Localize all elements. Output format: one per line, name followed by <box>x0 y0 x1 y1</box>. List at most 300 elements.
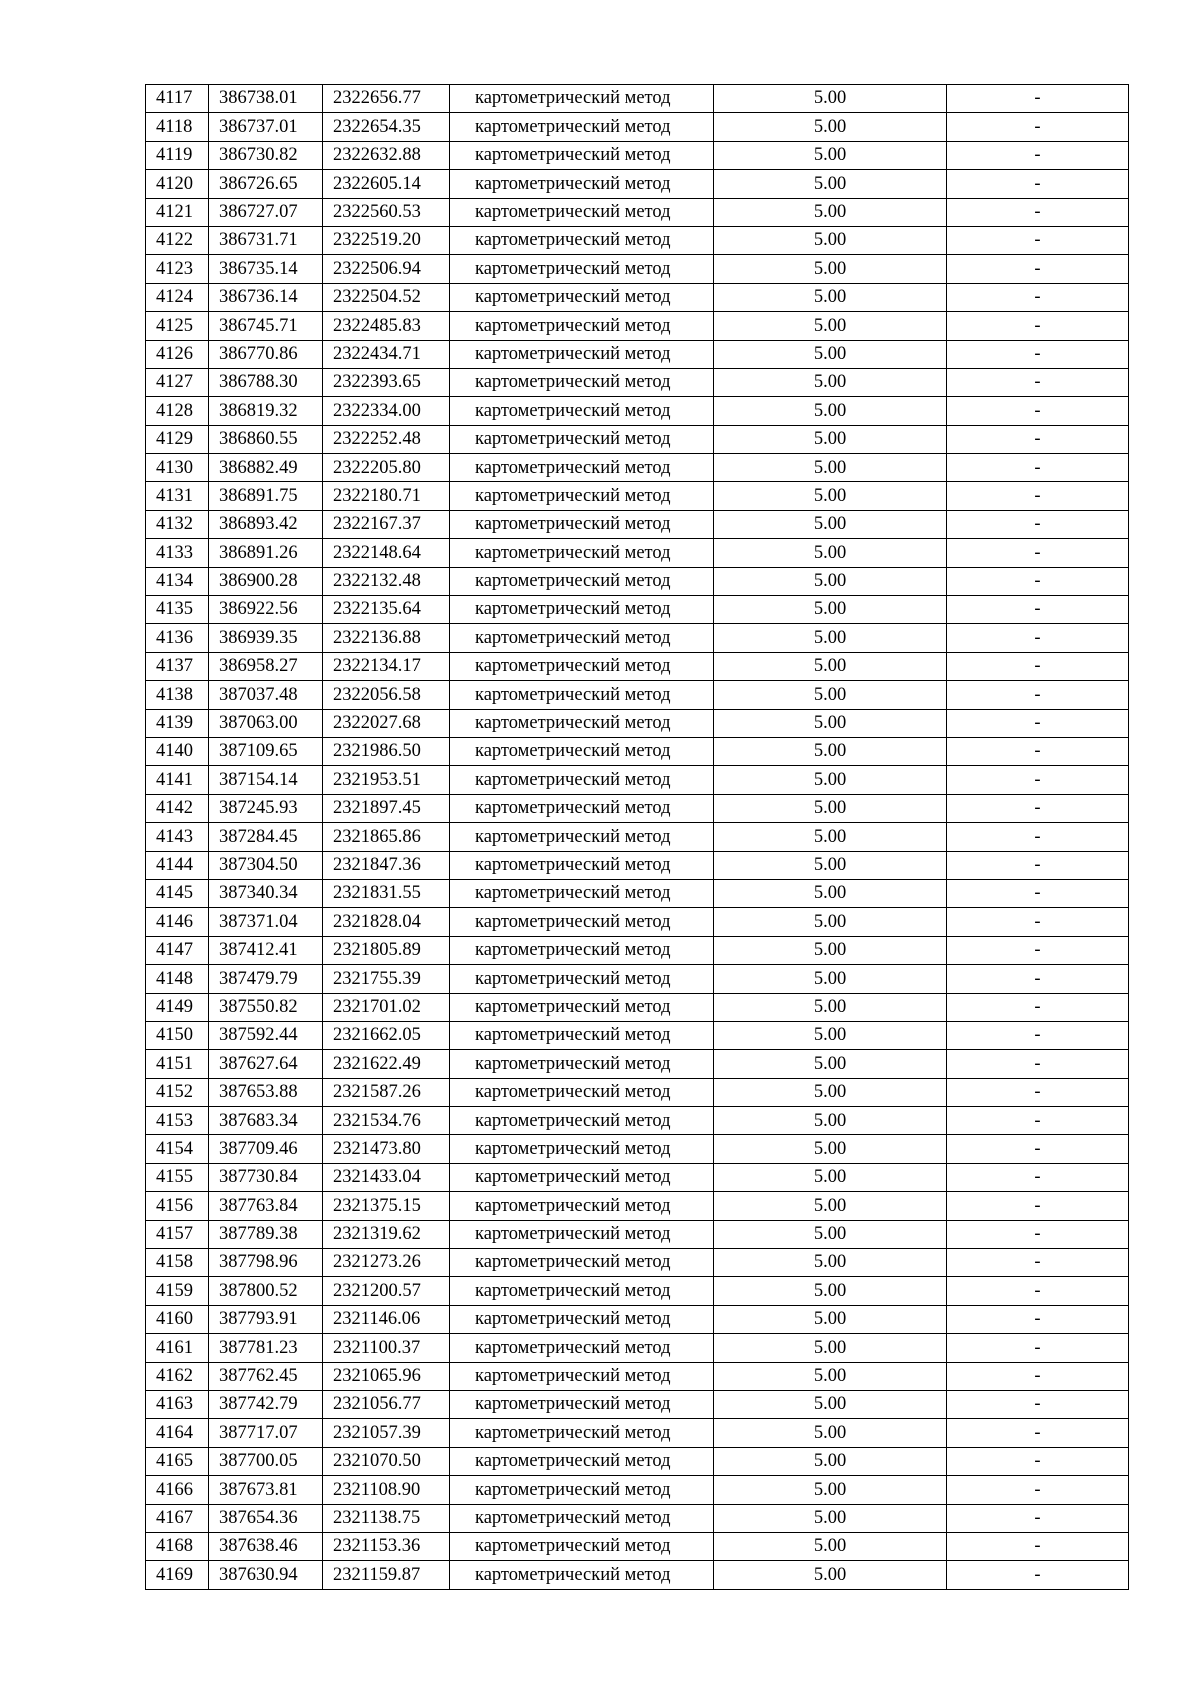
accuracy-cell: 5.00 <box>714 681 947 709</box>
table-row <box>146 1504 1129 1532</box>
y-coordinate-cell: 2321755.39 <box>323 965 450 993</box>
method-cell: картометрический метод <box>450 681 714 709</box>
x-coordinate-cell: 386730.82 <box>209 141 323 169</box>
y-coordinate-cell: 2321662.05 <box>323 1021 450 1049</box>
x-coordinate-cell: 386882.49 <box>209 454 323 482</box>
description-cell: - <box>947 397 1129 425</box>
table-row <box>146 652 1129 680</box>
table-row <box>146 510 1129 538</box>
point-number-cell: 4141 <box>146 766 209 794</box>
y-coordinate-cell: 2321056.77 <box>323 1390 450 1418</box>
method-cell: картометрический метод <box>450 141 714 169</box>
method-cell: картометрический метод <box>450 737 714 765</box>
y-coordinate-cell: 2322135.64 <box>323 596 450 624</box>
method-cell: картометрический метод <box>450 510 714 538</box>
table-row <box>146 936 1129 964</box>
table-row <box>146 1220 1129 1248</box>
point-number-cell: 4154 <box>146 1135 209 1163</box>
method-cell: картометрический метод <box>450 226 714 254</box>
point-number-cell: 4149 <box>146 993 209 1021</box>
table-row <box>146 993 1129 1021</box>
point-number-cell: 4159 <box>146 1277 209 1305</box>
x-coordinate-cell: 386891.75 <box>209 482 323 510</box>
method-cell: картометрический метод <box>450 113 714 141</box>
table-row <box>146 340 1129 368</box>
accuracy-cell: 5.00 <box>714 255 947 283</box>
accuracy-cell: 5.00 <box>714 1390 947 1418</box>
y-coordinate-cell: 2321622.49 <box>323 1050 450 1078</box>
x-coordinate-cell: 387654.36 <box>209 1504 323 1532</box>
y-coordinate-cell: 2322519.20 <box>323 226 450 254</box>
x-coordinate-cell: 387550.82 <box>209 993 323 1021</box>
accuracy-cell: 5.00 <box>714 1305 947 1333</box>
description-cell: - <box>947 1220 1129 1248</box>
x-coordinate-cell: 387412.41 <box>209 936 323 964</box>
description-cell: - <box>947 936 1129 964</box>
accuracy-cell: 5.00 <box>714 737 947 765</box>
accuracy-cell: 5.00 <box>714 1334 947 1362</box>
y-coordinate-cell: 2322485.83 <box>323 312 450 340</box>
point-number-cell: 4121 <box>146 198 209 226</box>
point-number-cell: 4132 <box>146 510 209 538</box>
description-cell: - <box>947 85 1129 113</box>
accuracy-cell: 5.00 <box>714 993 947 1021</box>
table-row <box>146 113 1129 141</box>
description-cell: - <box>947 510 1129 538</box>
description-cell: - <box>947 1476 1129 1504</box>
x-coordinate-cell: 386900.28 <box>209 567 323 595</box>
accuracy-cell: 5.00 <box>714 226 947 254</box>
table-row <box>146 1021 1129 1049</box>
accuracy-cell: 5.00 <box>714 1419 947 1447</box>
table-row <box>146 851 1129 879</box>
x-coordinate-cell: 386860.55 <box>209 425 323 453</box>
point-number-cell: 4168 <box>146 1532 209 1560</box>
y-coordinate-cell: 2321065.96 <box>323 1362 450 1390</box>
coordinates-table <box>145 84 1129 1590</box>
method-cell: картометрический метод <box>450 1220 714 1248</box>
method-cell: картометрический метод <box>450 965 714 993</box>
point-number-cell: 4160 <box>146 1305 209 1333</box>
point-number-cell: 4147 <box>146 936 209 964</box>
x-coordinate-cell: 386731.71 <box>209 226 323 254</box>
y-coordinate-cell: 2321828.04 <box>323 908 450 936</box>
method-cell: картометрический метод <box>450 1476 714 1504</box>
description-cell: - <box>947 1362 1129 1390</box>
y-coordinate-cell: 2322434.71 <box>323 340 450 368</box>
point-number-cell: 4162 <box>146 1362 209 1390</box>
y-coordinate-cell: 2321986.50 <box>323 737 450 765</box>
x-coordinate-cell: 387284.45 <box>209 823 323 851</box>
description-cell: - <box>947 141 1129 169</box>
description-cell: - <box>947 652 1129 680</box>
method-cell: картометрический метод <box>450 1021 714 1049</box>
method-cell: картометрический метод <box>450 1277 714 1305</box>
table-row <box>146 454 1129 482</box>
table-row <box>146 539 1129 567</box>
table-row <box>146 794 1129 822</box>
y-coordinate-cell: 2322205.80 <box>323 454 450 482</box>
accuracy-cell: 5.00 <box>714 709 947 737</box>
accuracy-cell: 5.00 <box>714 170 947 198</box>
accuracy-cell: 5.00 <box>714 340 947 368</box>
description-cell: - <box>947 1192 1129 1220</box>
description-cell: - <box>947 1305 1129 1333</box>
table-row <box>146 1078 1129 1106</box>
table-body <box>146 85 1129 1590</box>
x-coordinate-cell: 387304.50 <box>209 851 323 879</box>
method-cell: картометрический метод <box>450 567 714 595</box>
accuracy-cell: 5.00 <box>714 652 947 680</box>
table-row <box>146 1476 1129 1504</box>
method-cell: картометрический метод <box>450 198 714 226</box>
point-number-cell: 4122 <box>146 226 209 254</box>
method-cell: картометрический метод <box>450 879 714 907</box>
method-cell: картометрический метод <box>450 908 714 936</box>
accuracy-cell: 5.00 <box>714 624 947 652</box>
x-coordinate-cell: 386770.86 <box>209 340 323 368</box>
point-number-cell: 4128 <box>146 397 209 425</box>
accuracy-cell: 5.00 <box>714 1447 947 1475</box>
description-cell: - <box>947 596 1129 624</box>
y-coordinate-cell: 2321146.06 <box>323 1305 450 1333</box>
y-coordinate-cell: 2322393.65 <box>323 368 450 396</box>
accuracy-cell: 5.00 <box>714 1078 947 1106</box>
y-coordinate-cell: 2322252.48 <box>323 425 450 453</box>
table-row <box>146 226 1129 254</box>
x-coordinate-cell: 387479.79 <box>209 965 323 993</box>
x-coordinate-cell: 387781.23 <box>209 1334 323 1362</box>
method-cell: картометрический метод <box>450 1362 714 1390</box>
description-cell: - <box>947 1504 1129 1532</box>
accuracy-cell: 5.00 <box>714 113 947 141</box>
accuracy-cell: 5.00 <box>714 1362 947 1390</box>
table-row <box>146 1390 1129 1418</box>
point-number-cell: 4137 <box>146 652 209 680</box>
table-row <box>146 482 1129 510</box>
description-cell: - <box>947 226 1129 254</box>
point-number-cell: 4124 <box>146 283 209 311</box>
description-cell: - <box>947 1447 1129 1475</box>
accuracy-cell: 5.00 <box>714 85 947 113</box>
method-cell: картометрический метод <box>450 454 714 482</box>
point-number-cell: 4130 <box>146 454 209 482</box>
y-coordinate-cell: 2321153.36 <box>323 1532 450 1560</box>
y-coordinate-cell: 2321057.39 <box>323 1419 450 1447</box>
y-coordinate-cell: 2321138.75 <box>323 1504 450 1532</box>
description-cell: - <box>947 851 1129 879</box>
method-cell: картометрический метод <box>450 624 714 652</box>
accuracy-cell: 5.00 <box>714 851 947 879</box>
table-row <box>146 85 1129 113</box>
point-number-cell: 4125 <box>146 312 209 340</box>
x-coordinate-cell: 387340.34 <box>209 879 323 907</box>
accuracy-cell: 5.00 <box>714 794 947 822</box>
method-cell: картометрический метод <box>450 283 714 311</box>
y-coordinate-cell: 2322180.71 <box>323 482 450 510</box>
point-number-cell: 4163 <box>146 1390 209 1418</box>
description-cell: - <box>947 1021 1129 1049</box>
description-cell: - <box>947 1249 1129 1277</box>
description-cell: - <box>947 709 1129 737</box>
y-coordinate-cell: 2321587.26 <box>323 1078 450 1106</box>
description-cell: - <box>947 255 1129 283</box>
table-row <box>146 170 1129 198</box>
x-coordinate-cell: 387717.07 <box>209 1419 323 1447</box>
accuracy-cell: 5.00 <box>714 1532 947 1560</box>
y-coordinate-cell: 2322167.37 <box>323 510 450 538</box>
accuracy-cell: 5.00 <box>714 766 947 794</box>
point-number-cell: 4151 <box>146 1050 209 1078</box>
method-cell: картометрический метод <box>450 1419 714 1447</box>
description-cell: - <box>947 1078 1129 1106</box>
y-coordinate-cell: 2321473.80 <box>323 1135 450 1163</box>
table-row <box>146 965 1129 993</box>
accuracy-cell: 5.00 <box>714 397 947 425</box>
y-coordinate-cell: 2322506.94 <box>323 255 450 283</box>
y-coordinate-cell: 2321701.02 <box>323 993 450 1021</box>
table-row <box>146 397 1129 425</box>
y-coordinate-cell: 2322027.68 <box>323 709 450 737</box>
x-coordinate-cell: 387037.48 <box>209 681 323 709</box>
y-coordinate-cell: 2322134.17 <box>323 652 450 680</box>
method-cell: картометрический метод <box>450 340 714 368</box>
table-row <box>146 1277 1129 1305</box>
y-coordinate-cell: 2321200.57 <box>323 1277 450 1305</box>
x-coordinate-cell: 386736.14 <box>209 283 323 311</box>
accuracy-cell: 5.00 <box>714 1192 947 1220</box>
x-coordinate-cell: 387789.38 <box>209 1220 323 1248</box>
description-cell: - <box>947 1419 1129 1447</box>
accuracy-cell: 5.00 <box>714 567 947 595</box>
accuracy-cell: 5.00 <box>714 1135 947 1163</box>
table-row <box>146 737 1129 765</box>
description-cell: - <box>947 1050 1129 1078</box>
x-coordinate-cell: 386735.14 <box>209 255 323 283</box>
table-row <box>146 1107 1129 1135</box>
method-cell: картометрический метод <box>450 255 714 283</box>
method-cell: картометрический метод <box>450 1334 714 1362</box>
point-number-cell: 4120 <box>146 170 209 198</box>
method-cell: картометрический метод <box>450 1050 714 1078</box>
y-coordinate-cell: 2322136.88 <box>323 624 450 652</box>
method-cell: картометрический метод <box>450 851 714 879</box>
description-cell: - <box>947 340 1129 368</box>
description-cell: - <box>947 198 1129 226</box>
table-row <box>146 879 1129 907</box>
table-row <box>146 1192 1129 1220</box>
accuracy-cell: 5.00 <box>714 1107 947 1135</box>
method-cell: картометрический метод <box>450 709 714 737</box>
table-row <box>146 624 1129 652</box>
y-coordinate-cell: 2322654.35 <box>323 113 450 141</box>
table-row <box>146 823 1129 851</box>
table-row <box>146 766 1129 794</box>
method-cell: картометрический метод <box>450 766 714 794</box>
method-cell: картометрический метод <box>450 1305 714 1333</box>
method-cell: картометрический метод <box>450 1135 714 1163</box>
point-number-cell: 4131 <box>146 482 209 510</box>
method-cell: картометрический метод <box>450 1249 714 1277</box>
y-coordinate-cell: 2321319.62 <box>323 1220 450 1248</box>
point-number-cell: 4138 <box>146 681 209 709</box>
point-number-cell: 4127 <box>146 368 209 396</box>
accuracy-cell: 5.00 <box>714 482 947 510</box>
method-cell: картометрический метод <box>450 936 714 964</box>
description-cell: - <box>947 737 1129 765</box>
description-cell: - <box>947 1135 1129 1163</box>
point-number-cell: 4126 <box>146 340 209 368</box>
description-cell: - <box>947 425 1129 453</box>
table-row <box>146 567 1129 595</box>
table-row <box>146 908 1129 936</box>
x-coordinate-cell: 387763.84 <box>209 1192 323 1220</box>
table-row <box>146 141 1129 169</box>
y-coordinate-cell: 2321433.04 <box>323 1163 450 1191</box>
point-number-cell: 4157 <box>146 1220 209 1248</box>
y-coordinate-cell: 2322148.64 <box>323 539 450 567</box>
x-coordinate-cell: 386745.71 <box>209 312 323 340</box>
accuracy-cell: 5.00 <box>714 1277 947 1305</box>
description-cell: - <box>947 312 1129 340</box>
table-row <box>146 1362 1129 1390</box>
y-coordinate-cell: 2321108.90 <box>323 1476 450 1504</box>
y-coordinate-cell: 2322056.58 <box>323 681 450 709</box>
method-cell: картометрический метод <box>450 425 714 453</box>
x-coordinate-cell: 387245.93 <box>209 794 323 822</box>
y-coordinate-cell: 2321953.51 <box>323 766 450 794</box>
method-cell: картометрический метод <box>450 170 714 198</box>
point-number-cell: 4134 <box>146 567 209 595</box>
y-coordinate-cell: 2321375.15 <box>323 1192 450 1220</box>
y-coordinate-cell: 2321897.45 <box>323 794 450 822</box>
method-cell: картометрический метод <box>450 652 714 680</box>
table-row <box>146 1419 1129 1447</box>
method-cell: картометрический метод <box>450 596 714 624</box>
description-cell: - <box>947 1390 1129 1418</box>
accuracy-cell: 5.00 <box>714 936 947 964</box>
table-row <box>146 312 1129 340</box>
point-number-cell: 4135 <box>146 596 209 624</box>
point-number-cell: 4156 <box>146 1192 209 1220</box>
point-number-cell: 4161 <box>146 1334 209 1362</box>
description-cell: - <box>947 1561 1129 1589</box>
x-coordinate-cell: 386939.35 <box>209 624 323 652</box>
point-number-cell: 4158 <box>146 1249 209 1277</box>
description-cell: - <box>947 624 1129 652</box>
x-coordinate-cell: 386819.32 <box>209 397 323 425</box>
table-row <box>146 709 1129 737</box>
method-cell: картометрический метод <box>450 482 714 510</box>
x-coordinate-cell: 387063.00 <box>209 709 323 737</box>
accuracy-cell: 5.00 <box>714 1249 947 1277</box>
table-row <box>146 1532 1129 1560</box>
method-cell: картометрический метод <box>450 1447 714 1475</box>
description-cell: - <box>947 539 1129 567</box>
description-cell: - <box>947 908 1129 936</box>
description-cell: - <box>947 1163 1129 1191</box>
y-coordinate-cell: 2321865.86 <box>323 823 450 851</box>
description-cell: - <box>947 766 1129 794</box>
point-number-cell: 4139 <box>146 709 209 737</box>
point-number-cell: 4145 <box>146 879 209 907</box>
y-coordinate-cell: 2322132.48 <box>323 567 450 595</box>
description-cell: - <box>947 368 1129 396</box>
accuracy-cell: 5.00 <box>714 141 947 169</box>
accuracy-cell: 5.00 <box>714 1050 947 1078</box>
x-coordinate-cell: 387592.44 <box>209 1021 323 1049</box>
table-row <box>146 368 1129 396</box>
y-coordinate-cell: 2322504.52 <box>323 283 450 311</box>
description-cell: - <box>947 794 1129 822</box>
accuracy-cell: 5.00 <box>714 283 947 311</box>
description-cell: - <box>947 823 1129 851</box>
description-cell: - <box>947 681 1129 709</box>
method-cell: картометрический метод <box>450 823 714 851</box>
y-coordinate-cell: 2321159.87 <box>323 1561 450 1589</box>
table-row <box>146 425 1129 453</box>
method-cell: картометрический метод <box>450 1163 714 1191</box>
table-row <box>146 283 1129 311</box>
description-cell: - <box>947 283 1129 311</box>
description-cell: - <box>947 454 1129 482</box>
method-cell: картометрический метод <box>450 1107 714 1135</box>
x-coordinate-cell: 387730.84 <box>209 1163 323 1191</box>
x-coordinate-cell: 386893.42 <box>209 510 323 538</box>
description-cell: - <box>947 1107 1129 1135</box>
point-number-cell: 4144 <box>146 851 209 879</box>
method-cell: картометрический метод <box>450 1532 714 1560</box>
y-coordinate-cell: 2321100.37 <box>323 1334 450 1362</box>
x-coordinate-cell: 386891.26 <box>209 539 323 567</box>
table-row <box>146 1305 1129 1333</box>
x-coordinate-cell: 387109.65 <box>209 737 323 765</box>
accuracy-cell: 5.00 <box>714 1163 947 1191</box>
y-coordinate-cell: 2322656.77 <box>323 85 450 113</box>
table-row <box>146 681 1129 709</box>
description-cell: - <box>947 482 1129 510</box>
accuracy-cell: 5.00 <box>714 539 947 567</box>
method-cell: картометрический метод <box>450 794 714 822</box>
accuracy-cell: 5.00 <box>714 1021 947 1049</box>
description-cell: - <box>947 113 1129 141</box>
point-number-cell: 4148 <box>146 965 209 993</box>
method-cell: картометрический метод <box>450 312 714 340</box>
point-number-cell: 4118 <box>146 113 209 141</box>
point-number-cell: 4136 <box>146 624 209 652</box>
accuracy-cell: 5.00 <box>714 908 947 936</box>
point-number-cell: 4142 <box>146 794 209 822</box>
y-coordinate-cell: 2321831.55 <box>323 879 450 907</box>
x-coordinate-cell: 387709.46 <box>209 1135 323 1163</box>
x-coordinate-cell: 386737.01 <box>209 113 323 141</box>
x-coordinate-cell: 386727.07 <box>209 198 323 226</box>
table-row <box>146 1561 1129 1589</box>
x-coordinate-cell: 386788.30 <box>209 368 323 396</box>
x-coordinate-cell: 387798.96 <box>209 1249 323 1277</box>
x-coordinate-cell: 386922.56 <box>209 596 323 624</box>
x-coordinate-cell: 387154.14 <box>209 766 323 794</box>
table-row <box>146 1050 1129 1078</box>
accuracy-cell: 5.00 <box>714 425 947 453</box>
y-coordinate-cell: 2322560.53 <box>323 198 450 226</box>
point-number-cell: 4164 <box>146 1419 209 1447</box>
table-row <box>146 596 1129 624</box>
y-coordinate-cell: 2322334.00 <box>323 397 450 425</box>
method-cell: картометрический метод <box>450 85 714 113</box>
accuracy-cell: 5.00 <box>714 198 947 226</box>
point-number-cell: 4167 <box>146 1504 209 1532</box>
